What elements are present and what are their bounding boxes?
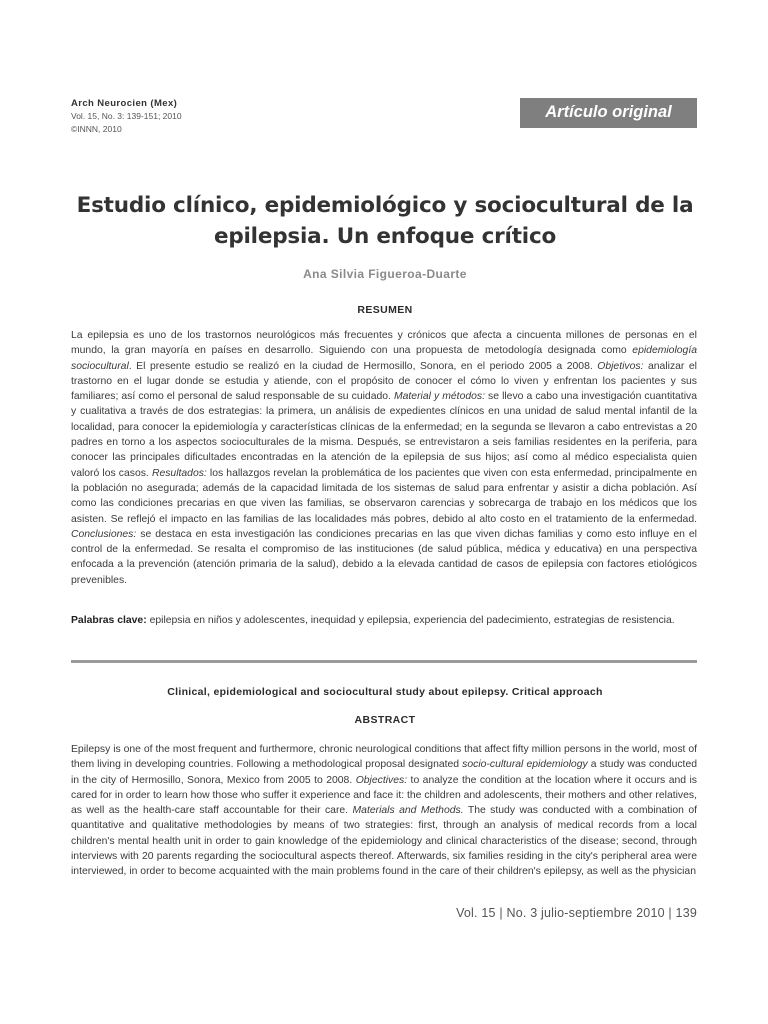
page-footer: Vol. 15 | No. 3 julio-septiembre 2010 | 139: [456, 906, 697, 920]
resumen-italic-segment: Conclusiones:: [71, 528, 137, 540]
resumen-italic-segment: Objetivos:: [597, 360, 644, 372]
abstract-paragraph: [71, 742, 697, 880]
resumen-text-segment: La epilepsia es uno de los trastornos neurológicos más frecuentes y crónicos que afecta a cincuenta millones de personas en el mundo, la gran mayoría en países en desarrollo. Siguiendo con una propuesta de metodología designada como: [71, 330, 697, 357]
resumen-text-segment: . El presente estudio se realizó en la ciudad de Hermosillo, Sonora, en el periodo 2005 a 2008.: [128, 360, 598, 372]
resumen-text-segment: se destaca en esta investigación las condiciones precarias en las que viven dichas familias y como esto influye en el control de la enfermedad. Se resalta el compromiso de las instituciones (de salud pública, médica y educativa) en una perspectiva enfocada a la prevención (atención primaria de la salud), debido a la elevada cantidad de casos de epilepsia con factores etiológicos prevenibles.: [71, 528, 697, 586]
resumen-text-segment: analizar el trastorno en el lugar donde se estudia y atiende, con el propósito de conocer el cómo lo viven y enfrentan los pacientes y sus familiares; así como el personal de salud responsable de su cuidado.: [71, 360, 697, 403]
keywords-text: epilepsia en niños y adolescentes, inequidad y epilepsia, experiencia del padecimiento, estrategias de resistencia.: [146, 615, 675, 626]
resumen-italic-segment: Resultados:: [151, 467, 207, 479]
author-name: Ana Silvia Figueroa-Duarte: [303, 267, 467, 281]
abstract-text-segment: The study was conducted with a combination of quantitative and qualitative methodologies by means of two strategies: first, through an analysis of medical records from a local children's mental health unit in order to gain knowledge of the epidemiology and clinical characteristics of the disease; second, through interviews with 20 parents regarding the sociocultural aspects thereof. Afterwards, six families residing in the city's peripheral area were interviewed, in order to become acquainted with the main problems found in the care of their children's epilepsy, as well as the physician: [71, 805, 697, 878]
resumen-body: [71, 328, 697, 588]
abstract-italic-segment: Objectives:: [355, 774, 408, 786]
article-title: Estudio clínico, epidemiológico y sociocultural de la epilepsia. Un enfoque crítico: [76, 193, 694, 249]
english-title: Clinical, epidemiological and sociocultural study about epilepsy. Critical approach: [167, 686, 603, 698]
journal-name: Arch Neurocien (Mex): [71, 98, 178, 109]
resumen-text-segment: los hallazgos revelan la problemática de los pacientes que viven con esta enfermedad, principalmente en la población no asegurada; además de la capacidad limitada de los sistemas de salud para enfrentar y asistir a dicha población. Así como las condiciones precarias en que viven las familias, se observaron carencias y sobrecarga de trabajo en los médicos que los asisten. Se reflejó el impacto en las familias de las localidades más pobres, debido al alto costo en el tratamiento de la enfermedad.: [71, 467, 697, 525]
resumen-italic-segment: Material y métodos:: [393, 391, 485, 403]
resumen-heading: RESUMEN: [357, 304, 413, 316]
abstract-text-segment: Epilepsy is one of the most frequent and furthermore, chronic neurological conditions that affect fifty million persons in the world, most of them living in developing countries. Following a methodological proposal designated: [71, 744, 697, 771]
resumen-paragraph: [71, 328, 697, 588]
journal-volume: Vol. 15, No. 3: 139-151; 2010: [71, 111, 182, 121]
section-divider: [71, 660, 697, 663]
journal-copyright: ©INNN, 2010: [71, 124, 122, 134]
resumen-italic-segment: epidemiología sociocultural: [71, 345, 697, 372]
resumen-text-segment: se llevo a cabo una investigación cuantitativa y cualitativa a través de dos estrategias: la primera, un análisis de expedientes clínicos en una unidad de salud mental infantil de la localidad, para conocer la epidemiología y características clínicas de la enfermedad; en la segunda se llevaron a cabo entrevistas a 20 padres en torno a los aspectos socioculturales de la misma. Después, se entrevistaron a seis familias residentes en la periferia, para conocer las principales dificultades encontradas en la atención de la epilepsia de sus hijos; así como al médico especialista quien valoró los casos.: [71, 391, 697, 479]
abstract-heading: ABSTRACT: [354, 714, 416, 726]
abstract-italic-segment: Materials and Methods.: [352, 805, 464, 817]
journal-info: [71, 97, 182, 136]
keywords: [71, 613, 697, 628]
keywords-label: Palabras clave:: [71, 615, 147, 626]
abstract-text-segment: a study was conducted in the city of Hermosillo, Sonora, Mexico from 2005 to 2008.: [71, 759, 697, 786]
abstract-body: [71, 742, 697, 880]
abstract-italic-segment: socio-cultural epidemiology: [462, 759, 588, 771]
abstract-text-segment: to analyze the condition at the location where it occurs and is cared for in order to learn how those who suffer it experience and face it: the children and adolescents, their mothers and other relatives, as well as the health-care staff accountable for their care.: [71, 774, 697, 817]
article-type-badge: Artículo original: [520, 98, 697, 128]
